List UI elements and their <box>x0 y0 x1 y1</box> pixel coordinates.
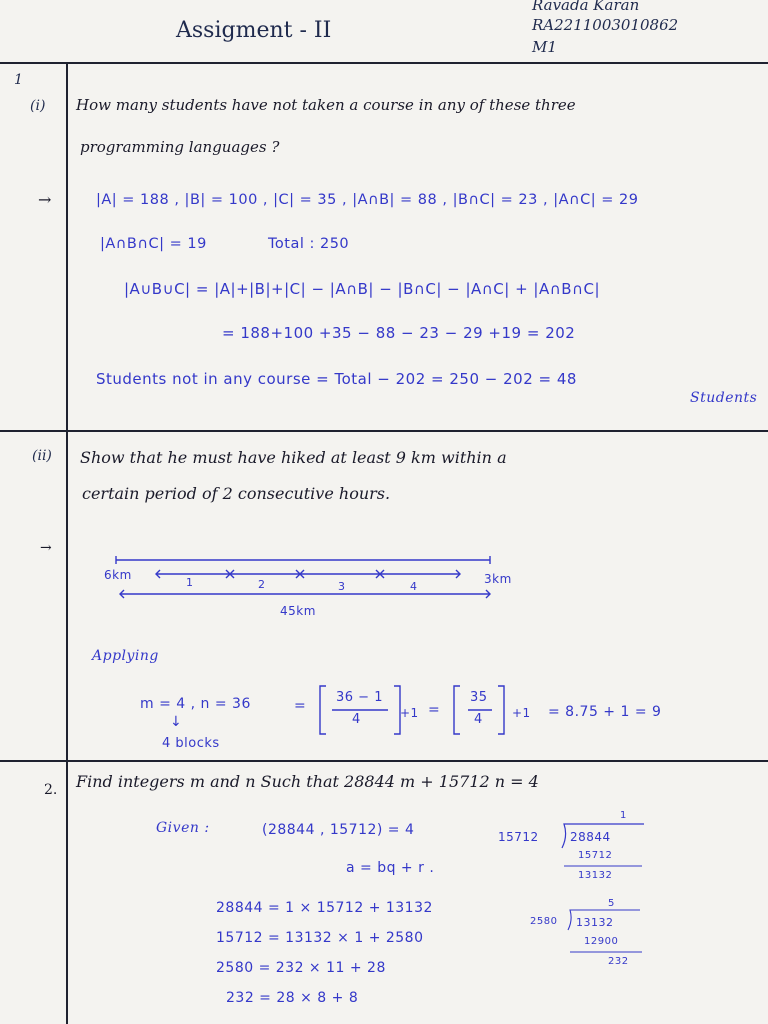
given-label: Given : <box>156 820 210 836</box>
arrow-icon: → <box>38 190 52 209</box>
division1-subtract: 15712 <box>578 850 613 861</box>
m-n-values: m = 4 , n = 36 <box>140 696 251 712</box>
euclid-step-4: 232 = 28 × 8 + 8 <box>226 990 359 1006</box>
inclusion-exclusion-formula: |A∪B∪C| = |A|+|B|+|C| − |A∩B| − |B∩C| − |A∩C| + |A∩B∩C| <box>124 280 600 298</box>
question-ii-line2: certain period of 2 consecutive hours. <box>82 484 391 503</box>
result-unit: Students <box>690 390 758 406</box>
equals-sign-2: = <box>428 702 441 718</box>
arrow-icon-2: → <box>40 540 52 556</box>
question-2-text: Find integers m and n Such that 28844 m + 15712 n = 4 <box>76 772 539 791</box>
blocks-label: 4 blocks <box>162 736 220 751</box>
division-formula: a = bq + r . <box>346 860 435 876</box>
part-i-label: (i) <box>30 98 46 114</box>
given-values-line2: |A∩B∩C| = 19 <box>100 236 207 252</box>
diagram-segment-3: 3 <box>338 580 346 593</box>
page-title: Assigment - II <box>176 18 332 43</box>
division1-quotient: 1 <box>620 810 627 821</box>
question-number-2: 2. <box>44 782 58 798</box>
section-divider-1 <box>0 430 768 432</box>
diagram-segment-2: 2 <box>258 578 266 591</box>
division2-divisor: 2580 <box>530 916 558 927</box>
division2-quotient: 5 <box>608 898 615 909</box>
division2-subtract: 12900 <box>584 936 619 947</box>
plus-one-2: +1 <box>512 706 531 720</box>
hike-diagram <box>100 550 520 630</box>
diagram-segment-1: 1 <box>186 576 194 589</box>
fraction1-denominator: 4 <box>352 712 361 727</box>
down-arrow-icon: ↓ <box>170 714 183 730</box>
section-label: M1 <box>532 38 557 56</box>
division2-dividend: 13132 <box>576 916 614 929</box>
euclid-step-3: 2580 = 232 × 11 + 28 <box>216 960 386 976</box>
division1-divisor: 15712 <box>498 830 539 844</box>
gcd-statement: (28844 , 15712) = 4 <box>262 822 415 838</box>
given-values-line1: |A| = 188 , |B| = 100 , |C| = 35 , |A∩B| = 88 , |B∩C| = 23 , |A∩C| = 29 <box>96 192 639 208</box>
equals-sign: = <box>294 698 307 714</box>
division1-rule <box>564 864 644 868</box>
diagram-left-label: 6km <box>104 568 132 582</box>
division1-remainder: 13132 <box>578 870 613 881</box>
calculation-line: = 188+100 +35 − 88 − 23 − 29 +19 = 202 <box>222 324 576 342</box>
question-text-line2: programming languages ? <box>80 138 280 156</box>
fraction2-denominator: 4 <box>474 712 483 727</box>
question-ii-line1: Show that he must have hiked at least 9 km within a <box>80 448 507 467</box>
diagram-total-label: 45km <box>280 604 316 618</box>
section-divider-2 <box>0 760 768 762</box>
euclid-step-1: 28844 = 1 × 15712 + 13132 <box>216 900 433 916</box>
plus-one-1: +1 <box>400 706 419 720</box>
question-text-line1: How many students have not taken a course in any of these three <box>76 96 576 114</box>
final-result: = 8.75 + 1 = 9 <box>548 704 662 720</box>
header-rule <box>0 62 768 64</box>
euclid-step-2: 15712 = 13132 × 1 + 2580 <box>216 930 424 946</box>
registration-number: RA2211003010862 <box>532 16 679 34</box>
fraction2-numerator: 35 <box>470 690 488 705</box>
division2-remainder: 232 <box>608 956 629 967</box>
total-value: Total : 250 <box>268 236 350 252</box>
question-number-1: 1 <box>14 72 23 88</box>
diagram-segment-4: 4 <box>410 580 418 593</box>
applying-label: Applying <box>92 648 159 664</box>
division2-rule <box>570 950 644 954</box>
student-name: Ravada Karan <box>532 0 640 14</box>
diagram-right-label: 3km <box>484 572 512 586</box>
fraction1-numerator: 36 − 1 <box>336 690 383 705</box>
division1-dividend: 28844 <box>570 830 611 844</box>
margin-rule <box>66 62 68 1024</box>
part-ii-label: (ii) <box>32 448 52 464</box>
result-line: Students not in any course = Total − 202 = 250 − 202 = 48 <box>96 370 577 388</box>
